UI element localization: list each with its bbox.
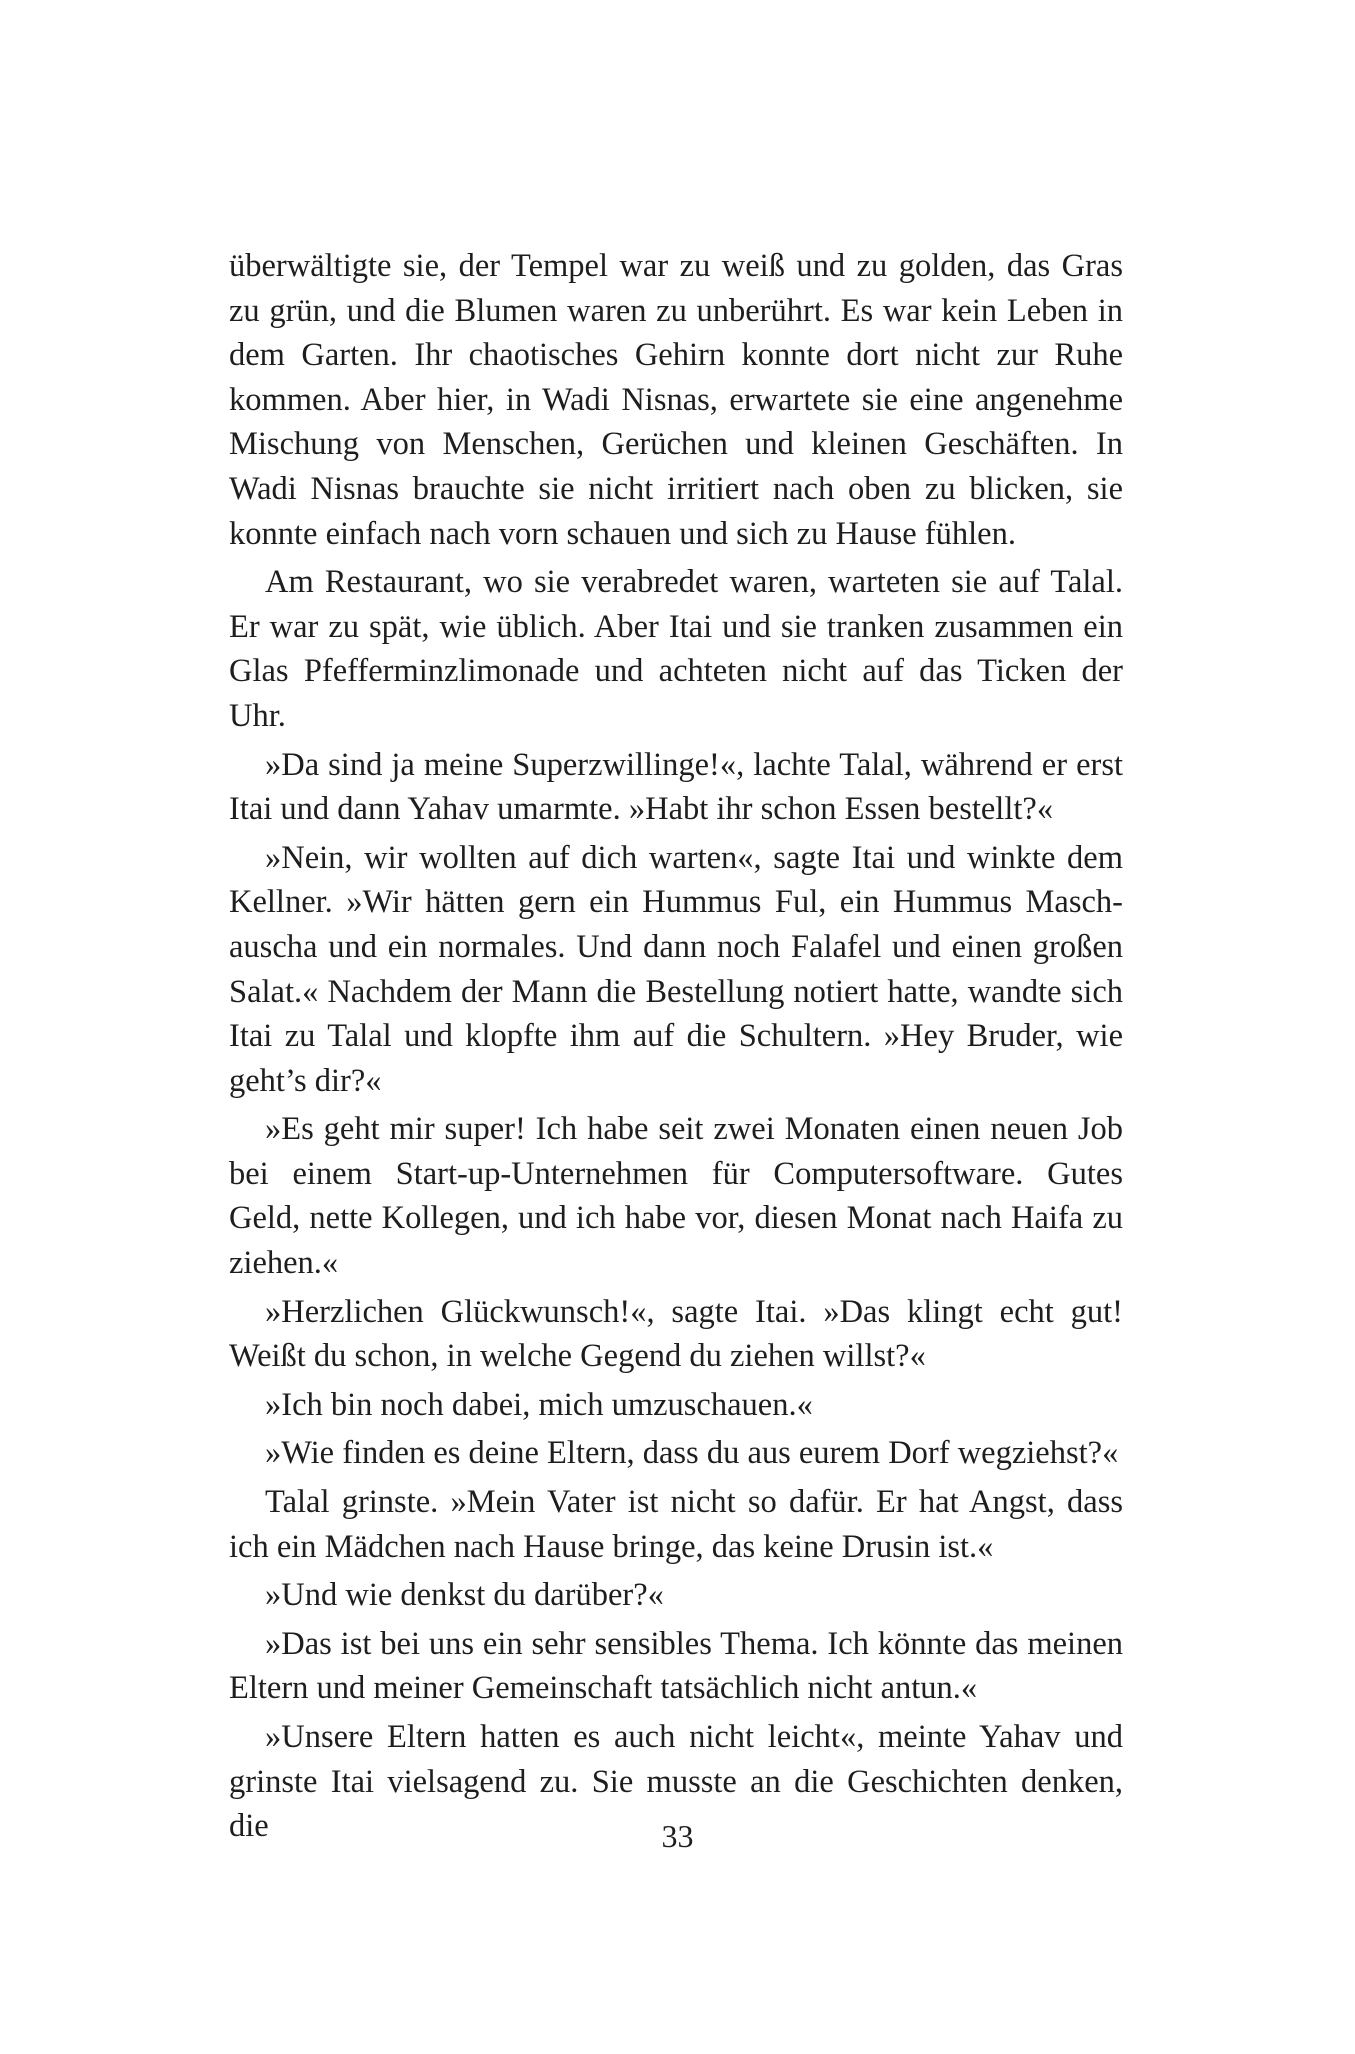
paragraph: »Und wie denkst du darüber?« [265,1577,664,1614]
body-text [229,244,1123,1853]
paragraph: »Ich bin noch dabei, mich umzuschauen.« [265,1386,813,1423]
paragraph: »Herzlichen Glückwunsch!«, sagte Itai. »Das klingt echt gut! Weißt du schon, in welche Gegend du ziehen willst?« [229,1293,1123,1375]
paragraph: Talal grinste. »Mein Vater ist nicht so dafür. Er hat Angst, dass ich ein Mädchen nach Hause bringe, das keine Drusin ist.« [229,1484,1123,1565]
paragraph: »Wie finden es deine Eltern, dass du aus eurem Dorf wegziehst?« [265,1435,1119,1472]
paragraph: überwältigte sie, der Tempel war zu weiß und zu golden, das Gras zu grün, und die Blumen waren zu unberührt. Es war kein Leben in dem Garten. Ihr chaotisches Gehirn konnte dort nicht zur Ruhe kommen. Aber hier, in Wadi Nisnas, erwartete sie eine angenehme Mischung von Menschen, Gerüchen und kleinen Geschäften. In Wadi Nisnas brauchte sie nicht irritiert nach oben zu blicken, sie konnte einfach nach vorn schauen und sich zu Hause fühlen. [229,248,1123,552]
paragraph: »Da sind ja meine Superzwillinge!«, lachte Talal, während er erst Itai und dann Yahav umarmte. »Habt ihr schon Essen bestellt?« [229,746,1123,828]
paragraph: »Unsere Eltern hatten es auch nicht leicht«, meinte Yahav und grinste Itai vielsagend zu. Sie musste an die Geschichten denken, die [229,1719,1123,1845]
paragraph: »Nein, wir wollten auf dich warten«, sagte Itai und winkte dem Kellner. »Wir hätten gern ein Hummus Ful, ein Hummus Maschauscha und ein normales. Und dann noch Falafel und einen großen Salat.« Nachdem der Mann die Bestellung notiert hatte, wandte sich Itai zu Talal und klopfte ihm auf die Schultern. »Hey Bruder, wie geht’s dir?« [229,839,1123,1099]
paragraph: Am Restaurant, wo sie verabredet waren, warteten sie auf Talal. Er war zu spät, wie üblich. Aber Itai und sie tranken zusammen ein Glas Pfefferminzlimonade und achteten nicht auf das Ticken der Uhr. [229,564,1123,734]
page-number: 33 [661,1818,694,1854]
paragraph: »Es geht mir super! Ich habe seit zwei Monaten einen neuen Job bei einem Start-up-Unternehmen für Computersoftware. Gutes Geld, nette Kollegen, und ich habe vor, diesen Monat nach Haifa zu ziehen.« [229,1111,1123,1282]
paragraph: »Das ist bei uns ein sehr sensibles Thema. Ich könnte das meinen Eltern und meiner Gemeinschaft tatsächlich nicht antun.« [229,1625,1123,1707]
